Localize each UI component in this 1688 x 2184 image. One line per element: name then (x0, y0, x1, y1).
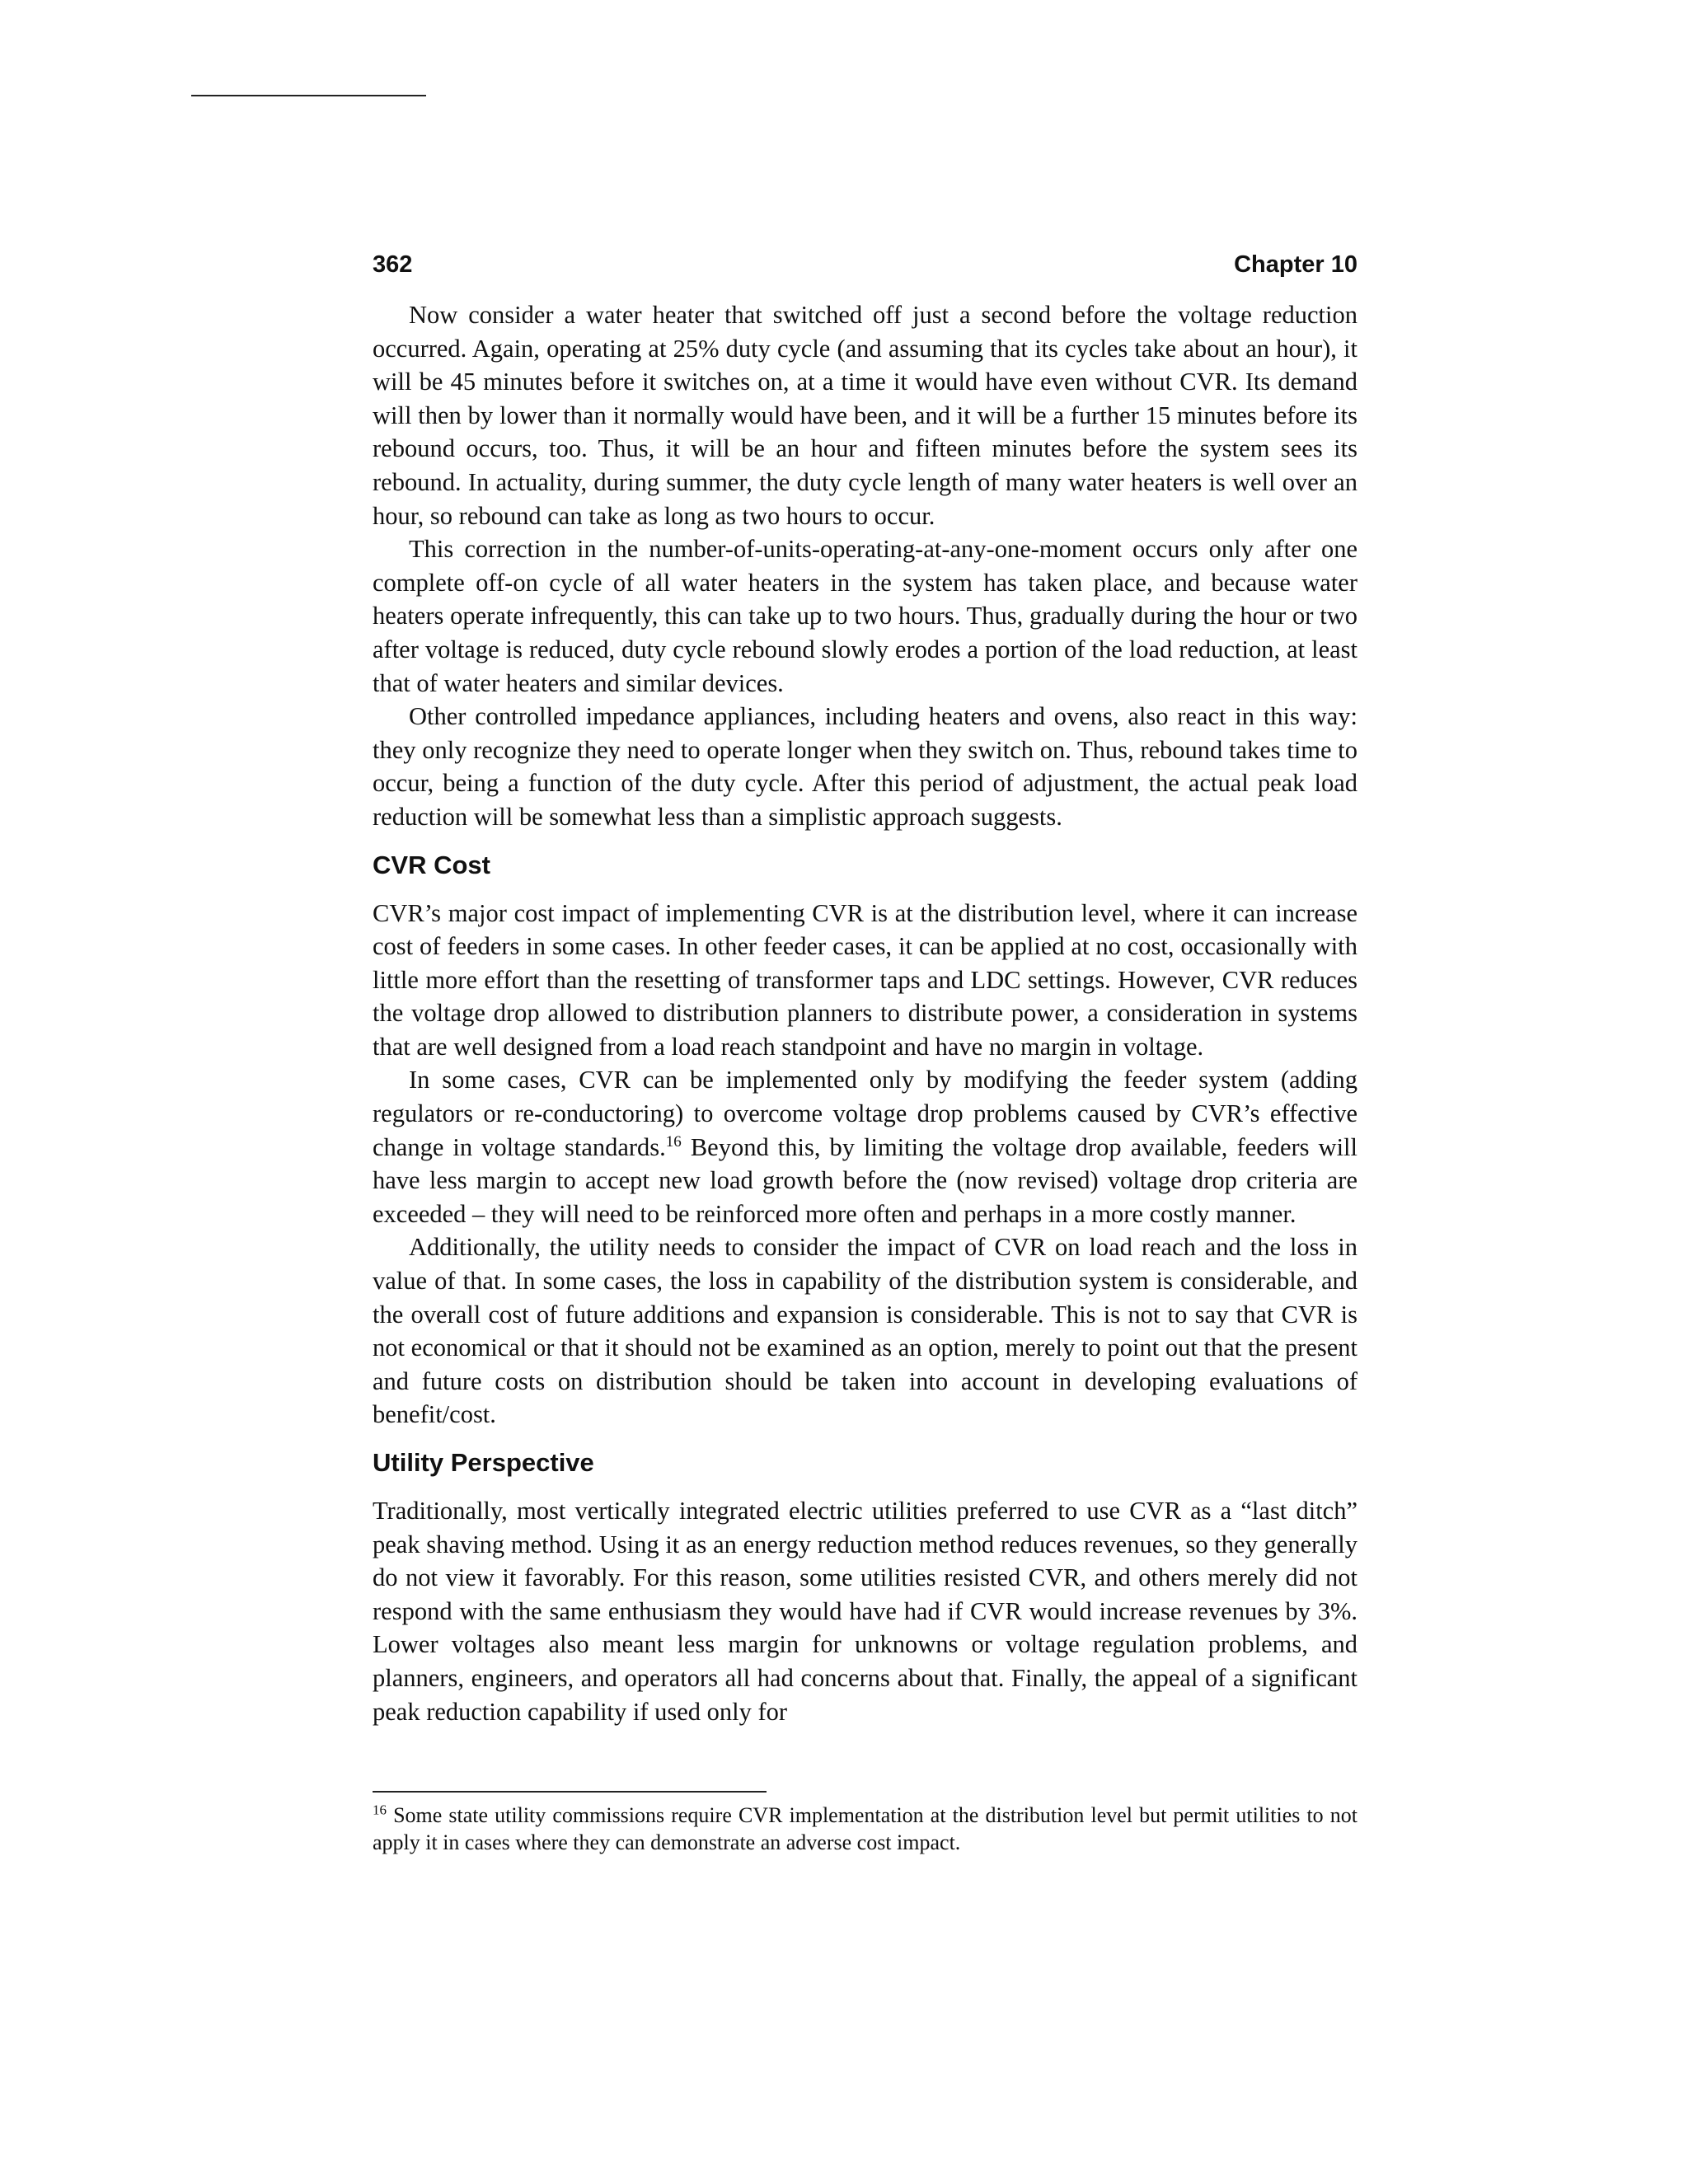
footnote-rule (373, 1791, 767, 1793)
chapter-label: Chapter 10 (1234, 251, 1357, 278)
paragraph: CVR’s major cost impact of implementing CVR is at the distribution level, where it can increase cost of feeders in some cases. In other feeder cases, it can be applied at no cost, occasionally with little more effort than the resetting of transformer taps and LDC settings. However, CVR reduces the voltage drop allowed to distribution planners to distribute power, a consideration in systems that are well designed from a load reach standpoint and have no margin in voltage. (373, 898, 1357, 1061)
footnote (373, 1802, 1357, 1856)
paragraph: Traditionally, most vertically integrated electric utilities preferred to use CVR as a “last ditch” peak shaving method. Using it as an energy reduction method reduces revenues, so they generally do not view it favorably. For this reason, some utilities resisted CVR, and others merely did not respond with the same enthusiasm they would have had if CVR would increase revenues by 3%. Lower voltages also meant less margin for unknowns or voltage regulation problems, and planners, engineers, and operators all had concerns about that. Finally, the appeal of a significant peak reduction capability if used only for (373, 1497, 1357, 1726)
page-number: 362 (373, 251, 413, 278)
paragraph-text: In some cases, CVR can be implemented only by modifying the feeder system (adding regulators or re-conductoring) to overcome voltage drop problems caused by CVR’s effective change in voltage standards. (373, 1066, 1357, 1161)
footnote-text: Some state utility commissions require CVR implementation at the distribution level but permit utilities to not apply it in cases where they can demonstrate an adverse cost impact. (373, 1803, 1357, 1854)
body-text (373, 298, 1357, 1728)
top-rule (191, 95, 426, 96)
section-heading-utility-perspective: Utility Perspective (373, 1448, 594, 1477)
footnote-reference: 16 (665, 1132, 682, 1151)
footnote-number: 16 (373, 1802, 387, 1818)
running-head (373, 251, 1357, 284)
paragraph: Now consider a water heater that switched off just a second before the voltage reduction occurred. Again, operating at 25% duty cycle (and assuming that its cycles take about an hour), it will be 45 minutes before it switches on, at a time it would have even without CVR. Its demand will then by lower than it normally would have been, and it will be a further 15 minutes before its rebound occurs, too. Thus, it will be an hour and fifteen minutes before the system sees its rebound. In actuality, during summer, the duty cycle length of many water heaters is well over an hour, so rebound can take as long as two hours to occur. (373, 301, 1357, 530)
paragraph: Other controlled impedance appliances, including heaters and ovens, also react in this way: they only recognize they need to operate longer when they switch on. Thus, rebound takes time to occur, being a function of the duty cycle. After this period of adjustment, the actual peak load reduction will be somewhat less than a simplistic approach suggests. (373, 702, 1357, 831)
paragraph-text: Beyond this, by limiting the voltage drop available, feeders will have less margin to accept new load growth before the (now revised) voltage drop criteria are exceeded – they will need to be reinforced more often and perhaps in a more costly manner. (373, 1132, 1357, 1228)
section-heading-cvr-cost: CVR Cost (373, 850, 490, 879)
paragraph: Additionally, the utility needs to consider the impact of CVR on load reach and the loss in value of that. In some cases, the loss in capability of the distribution system is considerable, and the overall cost of future additions and expansion is considerable. This is not to say that CVR is not economical or that it should not be examined as an option, merely to point out that the present and future costs on distribution should be taken into account in developing evaluations of benefit/cost. (373, 1233, 1357, 1429)
footnote-paragraph (373, 1802, 1357, 1856)
paragraph (373, 1063, 1357, 1230)
paragraph: This correction in the number-of-units-operating-at-any-one-moment occurs only after one complete off-on cycle of all water heaters in the system has taken place, and because water heaters operate infrequently, this can take up to two hours. Thus, gradually during the hour or two after voltage is reduced, duty cycle rebound slowly erodes a portion of the load reduction, at least that of water heaters and similar devices. (373, 535, 1357, 697)
